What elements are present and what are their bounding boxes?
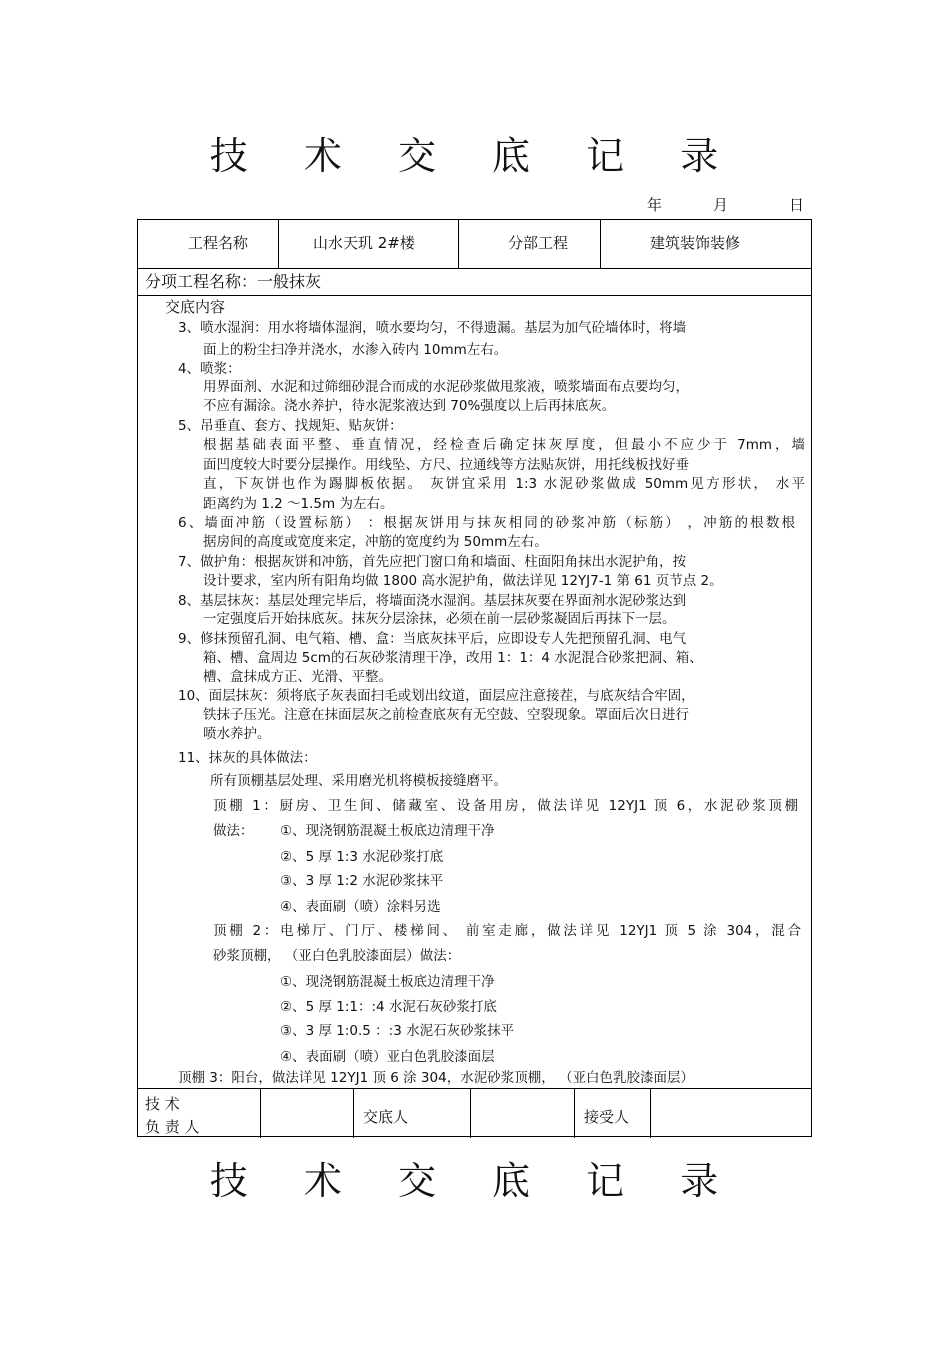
content-line: 面凹度较大时要分层操作。用线坠、方尺、拉通线等方法贴灰饼，用托线板找好垂 (203, 457, 689, 473)
content-line: 箱、槽、盒周边 5cm的石灰砂浆清理干净，改用 1：1：4 水泥混合砂浆把洞、箱、 (203, 650, 703, 666)
divider (650, 1088, 651, 1138)
content-line: 设计要求，室内所有阳角均做 1800 高水泥护角，做法详见 12YJ7-1 第 61 页节点 2。 (203, 573, 723, 589)
date-month: 月 (713, 196, 729, 214)
content-heading: 交底内容 (165, 298, 226, 316)
content-line: ①、现浇钢筋混凝土板底边清理干净 (280, 823, 495, 839)
content-line: 用界面剂、水泥和过筛细砂混合而成的水泥砂浆做甩浆液，喷浆墙面布点要均匀， (203, 379, 689, 395)
content-line: ④、表面刷（喷）亚白色乳胶漆面层 (280, 1049, 495, 1065)
content-line: ③、3 厚 1:2 水泥砂浆抹平 (280, 873, 444, 889)
content-line: 顶棚 2：电梯厅、门厅、楼梯间、 前室走廊，做法详见 12YJ1 顶 5 涂 304，混合 (213, 923, 801, 939)
content-line: ③、3 厚 1:0.5 ：:3 水泥石灰砂浆抹平 (280, 1023, 515, 1039)
divider (138, 295, 811, 296)
content-line: 距离约为 1.2 ～1.5m 为左右。 (203, 496, 394, 512)
divider (470, 1088, 471, 1138)
content-line: ②、5 厚 1:1：:4 水泥石灰砂浆打底 (280, 999, 497, 1015)
page-title-repeat: 技 术 交 底 记 录 (209, 1159, 741, 1203)
disclosure-form (137, 219, 812, 1137)
content-line: 做法： (213, 823, 254, 839)
content-line: ①、现浇钢筋混凝土板底边清理干净 (280, 974, 495, 990)
content-line: ②、5 厚 1:3 水泥砂浆打底 (280, 849, 444, 865)
content-line: 8、基层抹灰：基层处理完毕后，将墙面浇水湿润。基层抹灰要在界面剂水泥砂浆达到 (178, 593, 687, 609)
content-line: 11、抹灰的具体做法： (178, 750, 317, 766)
content-line: 10、面层抹灰：须将底子灰表面扫毛或划出纹道，面层应注意接茬，与底灰结合牢固， (178, 688, 695, 704)
discloser-label: 交底人 (363, 1108, 409, 1126)
content-line: 顶棚 3：阳台，做法详见 12YJ1 顶 6 涂 304，水泥砂浆顶棚， （亚白色乳胶漆面层） (178, 1070, 694, 1086)
content-line: 直，下灰饼也作为踢脚板依据。 灰饼宜采用 1:3 水泥砂浆做成 50mm见方形状， 水平 (203, 476, 805, 492)
divider (353, 1088, 354, 1138)
project-name-value: 山水天玑 2#楼 (313, 234, 415, 252)
divider (138, 1088, 811, 1089)
content-line: 3、喷水湿润：用水将墙体湿润，喷水要均匀，不得遗漏。基层为加气砼墙体时，将墙 (178, 320, 687, 336)
page-title: 技 术 交 底 记 录 (209, 134, 741, 178)
tech-owner-label-1: 技 术 (145, 1095, 180, 1113)
date-day: 日 (789, 196, 805, 214)
content-line: 据房间的高度或宽度来定，冲筋的宽度约为 50mm左右。 (203, 534, 548, 550)
divider (458, 220, 459, 268)
content-line: 根据基础表面平整、垂直情况，经检查后确定抹灰厚度，但最小不应少于 7mm，墙 (203, 437, 805, 453)
content-line: ④、表面刷（喷）涂料另选 (280, 899, 441, 915)
content-line: 槽、盒抹成方正、光滑、平整。 (203, 669, 392, 685)
content-line: 6、墙面冲筋（设置标筋） ：根据灰饼用与抹灰相同的砂浆冲筋（标筋） ，冲筋的根数根 (178, 515, 795, 531)
divider (278, 220, 279, 268)
divider (138, 268, 811, 269)
tech-owner-label-2: 负 责 人 (145, 1118, 200, 1136)
content-line: 顶棚 1：厨房、卫生间、储藏室、设备用房，做法详见 12YJ1 顶 6，水泥砂浆顶棚 (213, 798, 798, 814)
content-line: 一定强度后开始抹底灰。抹灰分层涂抹，必须在前一层砂浆凝固后再抹下一层。 (203, 611, 676, 627)
project-name-label: 工程名称 (188, 234, 249, 252)
division-value: 建筑装饰装修 (650, 234, 741, 252)
content-line: 不应有漏涂。浇水养护，待水泥浆液达到 70%强度以上后再抹底灰。 (203, 398, 616, 414)
divider (600, 220, 601, 268)
division-label: 分部工程 (508, 234, 569, 252)
content-line: 铁抹子压光。注意在抹面层灰之前检查底灰有无空鼓、空裂现象。罩面后次日进行 (203, 707, 689, 723)
divider (574, 1088, 575, 1138)
content-line: 所有顶棚基层处理、采用磨光机将模板接缝磨平。 (210, 773, 507, 789)
subitem-name: 分项工程名称：一般抹灰 (145, 272, 322, 291)
content-line: 面上的粉尘扫净并浇水，水渗入砖内 10mm左右。 (203, 342, 508, 358)
date-year: 年 (647, 196, 663, 214)
content-line: 4、喷浆： (178, 361, 241, 377)
date-line (600, 194, 810, 214)
receiver-label: 接受人 (584, 1108, 630, 1126)
content-line: 5、吊垂直、套方、找规矩、贴灰饼： (178, 418, 403, 434)
content-line: 砂浆顶棚， （亚白色乳胶漆面层）做法： (213, 948, 461, 964)
content-line: 9、修抹预留孔洞、电气箱、槽、盒：当底灰抹平后，应即设专人先把预留孔洞、电气 (178, 631, 687, 647)
content-line: 7、做护角：根据灰饼和冲筋，首先应把门窗口角和墙面、柱面阳角抹出水泥护角，按 (178, 554, 687, 570)
content-line: 喷水养护。 (203, 726, 271, 742)
divider (260, 1088, 261, 1138)
